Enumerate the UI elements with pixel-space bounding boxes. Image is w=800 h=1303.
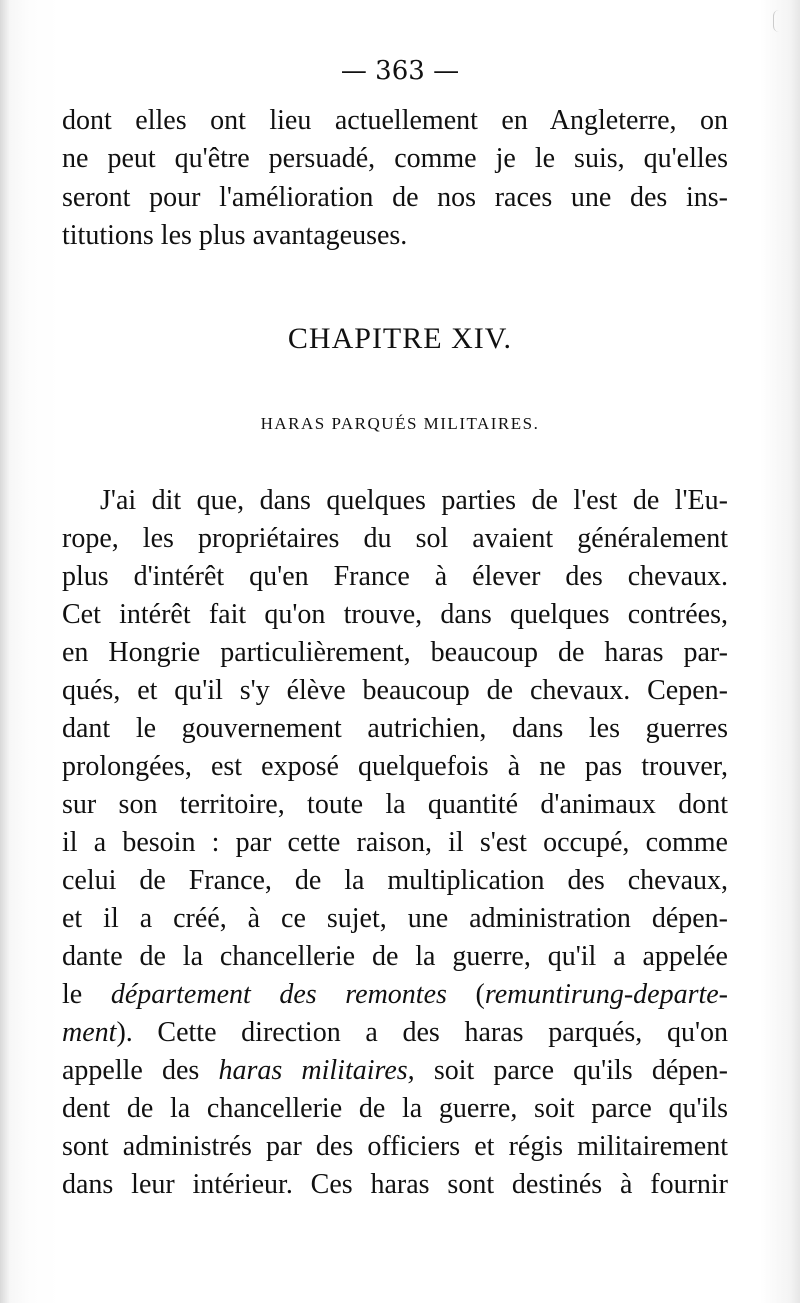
paragraph-2-line-11: celui de France, de la multiplication des chevaux, bbox=[62, 865, 728, 896]
paragraph-2-line-7: dant le gouvernement autrichien, dans les guerres bbox=[62, 713, 728, 744]
chapter-title: CHAPITRE XIV. bbox=[287, 322, 513, 355]
paragraph-2-line-2: rope, les propriétaires du sol avaient généralement bbox=[62, 523, 728, 554]
paragraph-2-line-10: il a besoin : par cette raison, il s'est occupé, comme bbox=[62, 827, 728, 858]
line-16-prefix: appelle des bbox=[62, 1055, 219, 1086]
page-edge-mark bbox=[773, 10, 788, 32]
paragraph-2-line-19: dans leur intérieur. Ces haras sont destinés à fournir bbox=[62, 1169, 728, 1200]
italic-term-remuntirung: remuntirung-departe- bbox=[484, 979, 728, 1010]
italic-term-departement: département des remontes bbox=[110, 979, 447, 1010]
paragraph-2-line-18: sont administrés par des officiers et régis militairement bbox=[62, 1131, 728, 1162]
line-14-middle: ( bbox=[446, 979, 485, 1010]
paragraph-2-line-3: plus d'intérêt qu'en France à élever des chevaux. bbox=[62, 561, 728, 592]
line-16-rest: soit parce qu'ils dépen- bbox=[414, 1055, 728, 1086]
paragraph-2-line-13: dante de la chancellerie de la guerre, qu'il a appelée bbox=[62, 941, 728, 972]
line-14-prefix: le bbox=[62, 979, 111, 1010]
italic-term-ment: ment bbox=[62, 1017, 117, 1048]
paragraph-1-line-1: dont elles ont lieu actuellement en Angleterre, on bbox=[62, 105, 728, 136]
line-15-rest: ). Cette direction a des haras parqués, qu'on bbox=[116, 1017, 728, 1048]
paragraph-2-line-17: dent de la chancellerie de la guerre, soit parce qu'ils bbox=[62, 1093, 728, 1124]
paragraph-2-line-15 bbox=[62, 1016, 728, 1050]
paragraph-2-line-4: Cet intérêt fait qu'on trouve, dans quelques contrées, bbox=[62, 599, 728, 630]
paragraph-2-line-12: et il a créé, à ce sujet, une administration dépen- bbox=[62, 903, 728, 934]
paragraph-1-line-2: ne peut qu'être persuadé, comme je le suis, qu'elles bbox=[62, 143, 728, 174]
paragraph-2-line-8: prolongées, est exposé quelquefois à ne pas trouver, bbox=[62, 751, 728, 782]
paragraph-2-line-16 bbox=[62, 1054, 728, 1088]
paragraph-2-line-6: qués, et qu'il s'y élève beaucoup de chevaux. Cepen- bbox=[62, 675, 728, 706]
paragraph-1-line-3: seront pour l'amélioration de nos races une des ins- bbox=[62, 182, 728, 213]
paragraph-2-line-5: en Hongrie particulièrement, beaucoup de haras par- bbox=[62, 637, 728, 668]
paragraph-1-line-4: titutions les plus avantageuses. bbox=[62, 220, 408, 251]
page-number: — 363 — bbox=[340, 56, 460, 86]
italic-term-haras-militaires: haras militaires, bbox=[218, 1055, 415, 1086]
paragraph-2-line-1: J'ai dit que, dans quelques parties de l'est de l'Eu- bbox=[100, 485, 728, 516]
paragraph-2-line-9: sur son territoire, toute la quantité d'animaux dont bbox=[62, 789, 728, 820]
paragraph-2-line-14 bbox=[62, 978, 728, 1012]
chapter-subtitle: HARAS PARQUÉS MILITAIRES. bbox=[260, 414, 540, 433]
